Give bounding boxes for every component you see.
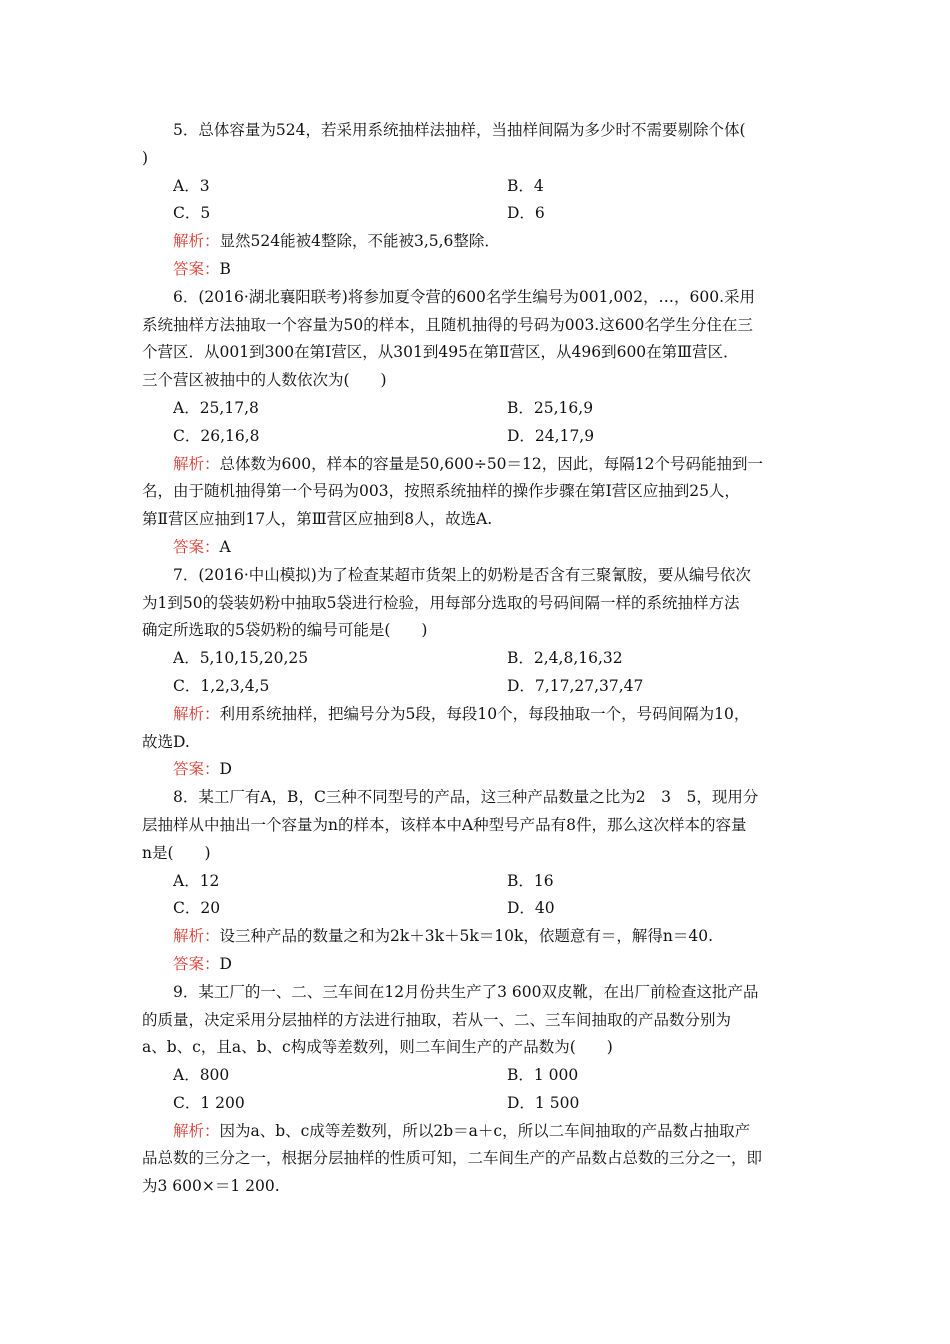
q7-option-row-1	[142, 645, 812, 673]
q6-analysis-text-1: 总体数为600，样本的容量是50,600÷50＝12，因此，每隔12个号码能抽到一	[219, 454, 763, 473]
q8-option-a: A．12	[173, 871, 220, 890]
q6-analysis-label: 解析：	[173, 454, 220, 473]
q8-option-c: C．20	[173, 899, 221, 918]
q9-option-c: C．1 200	[173, 1093, 245, 1112]
q7-analysis-text-1: 利用系统抽样，把编号分为5段，每段10个，每段抽取一个，号码间隔为10，	[219, 704, 750, 723]
q5-option-a: A．3	[173, 176, 210, 195]
q5-analysis	[142, 228, 812, 256]
q6-option-row-1	[142, 395, 812, 423]
q7-answer-label: 答案：	[173, 760, 220, 779]
q7-stem-line-2: 为1到50的袋装奶粉中抽取5袋进行检验，用每部分选取的号码间隔一样的系统抽样方法	[142, 593, 740, 612]
q5-answer	[142, 256, 812, 284]
q6-option-a: A．25,17,8	[173, 398, 259, 417]
q8-stem-line-3: n是( )	[142, 843, 211, 862]
q6-stem-line-1: 6．(2016·湖北襄阳联考)将参加夏令营的600名学生编号为001,002，…，600.采用	[173, 287, 756, 306]
q6-analysis-line-1	[142, 451, 812, 479]
q9-analysis-line-2: 品总数的三分之一，根据分层抽样的性质可知，二车间生产的产品数占总数的三分之一，即	[142, 1149, 763, 1168]
q5-stem-line-1: 5．总体容量为524，若采用系统抽样法抽样，当抽样间隔为多少时不需要剔除个体(	[173, 121, 746, 139]
q9-stem-line-3: a、b、c，且a、b、c构成等差数列，则二车间生产的产品数为( )	[142, 1038, 613, 1057]
q9-analysis-text-1: 因为a、b、c成等差数列，所以2b＝a＋c，所以二车间抽取的产品数占抽取产	[219, 1121, 751, 1140]
q6-stem-line-3: 个营区．从001到300在第Ⅰ营区，从301到495在第Ⅱ营区，从496到600在第Ⅲ营区．	[142, 343, 739, 362]
q7-analysis-line-1	[142, 701, 812, 729]
q8-option-row-2	[142, 895, 812, 923]
q9-option-d: D．1 500	[507, 1093, 580, 1112]
q7-option-c: C．1,2,3,4,5	[173, 676, 270, 695]
q8-option-row-1	[142, 868, 812, 896]
q7-option-b: B．2,4,8,16,32	[507, 649, 623, 668]
q8-answer-value: D	[219, 954, 232, 973]
page-content	[142, 117, 812, 1201]
q8-stem-line-1: 8．某工厂有A，B，C三种不同型号的产品，这三种产品数量之比为2 3 5，现用分	[173, 788, 759, 807]
q9-option-b: B．1 000	[507, 1066, 579, 1085]
q6-answer-value: A	[219, 537, 231, 556]
q7-option-row-2	[142, 673, 812, 701]
q8-option-d: D．40	[507, 899, 555, 918]
q8-analysis-label: 解析：	[173, 927, 220, 946]
q7-stem-line-3: 确定所选取的5袋奶粉的编号可能是( )	[142, 621, 428, 640]
q5-option-row-1	[142, 173, 812, 201]
q8-analysis-text: 设三种产品的数量之和为2k＋3k＋5k＝10k，依题意有＝，解得n＝40.	[219, 927, 714, 946]
q7-analysis-line-2: 故选D.	[142, 732, 190, 751]
q9-option-a: A．800	[173, 1066, 230, 1085]
q6-stem-line-2: 系统抽样方法抽取一个容量为50的样本，且随机抽得的号码为003.这600名学生分住在三	[142, 315, 753, 334]
q9-stem-line-1: 9．某工厂的一、二、三车间在12月份共生产了3 600双皮靴，在出厂前检查这批产品	[173, 982, 759, 1001]
q9-analysis-label: 解析：	[173, 1121, 220, 1140]
q8-answer	[142, 951, 812, 979]
q7-analysis-label: 解析：	[173, 704, 220, 723]
q7-option-d: D．7,17,27,37,47	[507, 676, 644, 695]
q8-stem-line-2: 层抽样从中抽出一个容量为n的样本，该样本中A种型号产品有8件，那么这次样本的容量	[142, 815, 747, 834]
q9-option-row-1	[142, 1062, 812, 1090]
q7-option-a: A．5,10,15,20,25	[173, 649, 309, 668]
q5-option-c: C．5	[173, 204, 211, 223]
q9-option-row-2	[142, 1090, 812, 1118]
q5-option-row-2	[142, 200, 812, 228]
q6-option-b: B．25,16,9	[507, 398, 594, 417]
q6-option-d: D．24,17,9	[507, 426, 595, 445]
q6-analysis-line-3: 第Ⅱ营区应抽到17人，第Ⅲ营区应抽到8人，故选A.	[142, 510, 493, 529]
q5-answer-label: 答案：	[173, 259, 220, 278]
q5-analysis-label: 解析：	[173, 232, 220, 251]
q6-option-c: C．26,16,8	[173, 426, 260, 445]
q5-option-d: D．6	[507, 204, 545, 223]
q9-stem-line-2: 的质量，决定采用分层抽样的方法进行抽取，若从一、二、三车间抽取的产品数分别为	[142, 1010, 732, 1029]
q7-stem-line-1: 7．(2016·中山模拟)为了检查某超市货架上的奶粉是否含有三聚氰胺，要从编号依次	[173, 565, 751, 584]
q8-option-b: B．16	[507, 871, 554, 890]
q6-stem-line-4: 三个营区被抽中的人数依次为( )	[142, 371, 387, 390]
q6-answer-label: 答案：	[173, 537, 220, 556]
q6-answer	[142, 534, 812, 562]
q7-answer	[142, 756, 812, 784]
q9-analysis-line-1	[142, 1118, 812, 1146]
q5-stem-line-2: )	[142, 148, 149, 167]
q5-option-b: B．4	[507, 176, 544, 195]
q6-option-row-2	[142, 423, 812, 451]
q6-analysis-line-2: 名，由于随机抽得第一个号码为003，按照系统抽样的操作步骤在第Ⅰ营区应抽到25人，	[142, 482, 740, 501]
q8-answer-label: 答案：	[173, 954, 220, 973]
q8-analysis	[142, 923, 812, 951]
q5-analysis-text: 显然524能被4整除，不能被3,5,6整除．	[219, 232, 500, 251]
q7-answer-value: D	[219, 760, 232, 779]
q5-answer-value: B	[219, 259, 231, 278]
q9-analysis-line-3: 为3 600×＝1 200.	[142, 1177, 280, 1196]
